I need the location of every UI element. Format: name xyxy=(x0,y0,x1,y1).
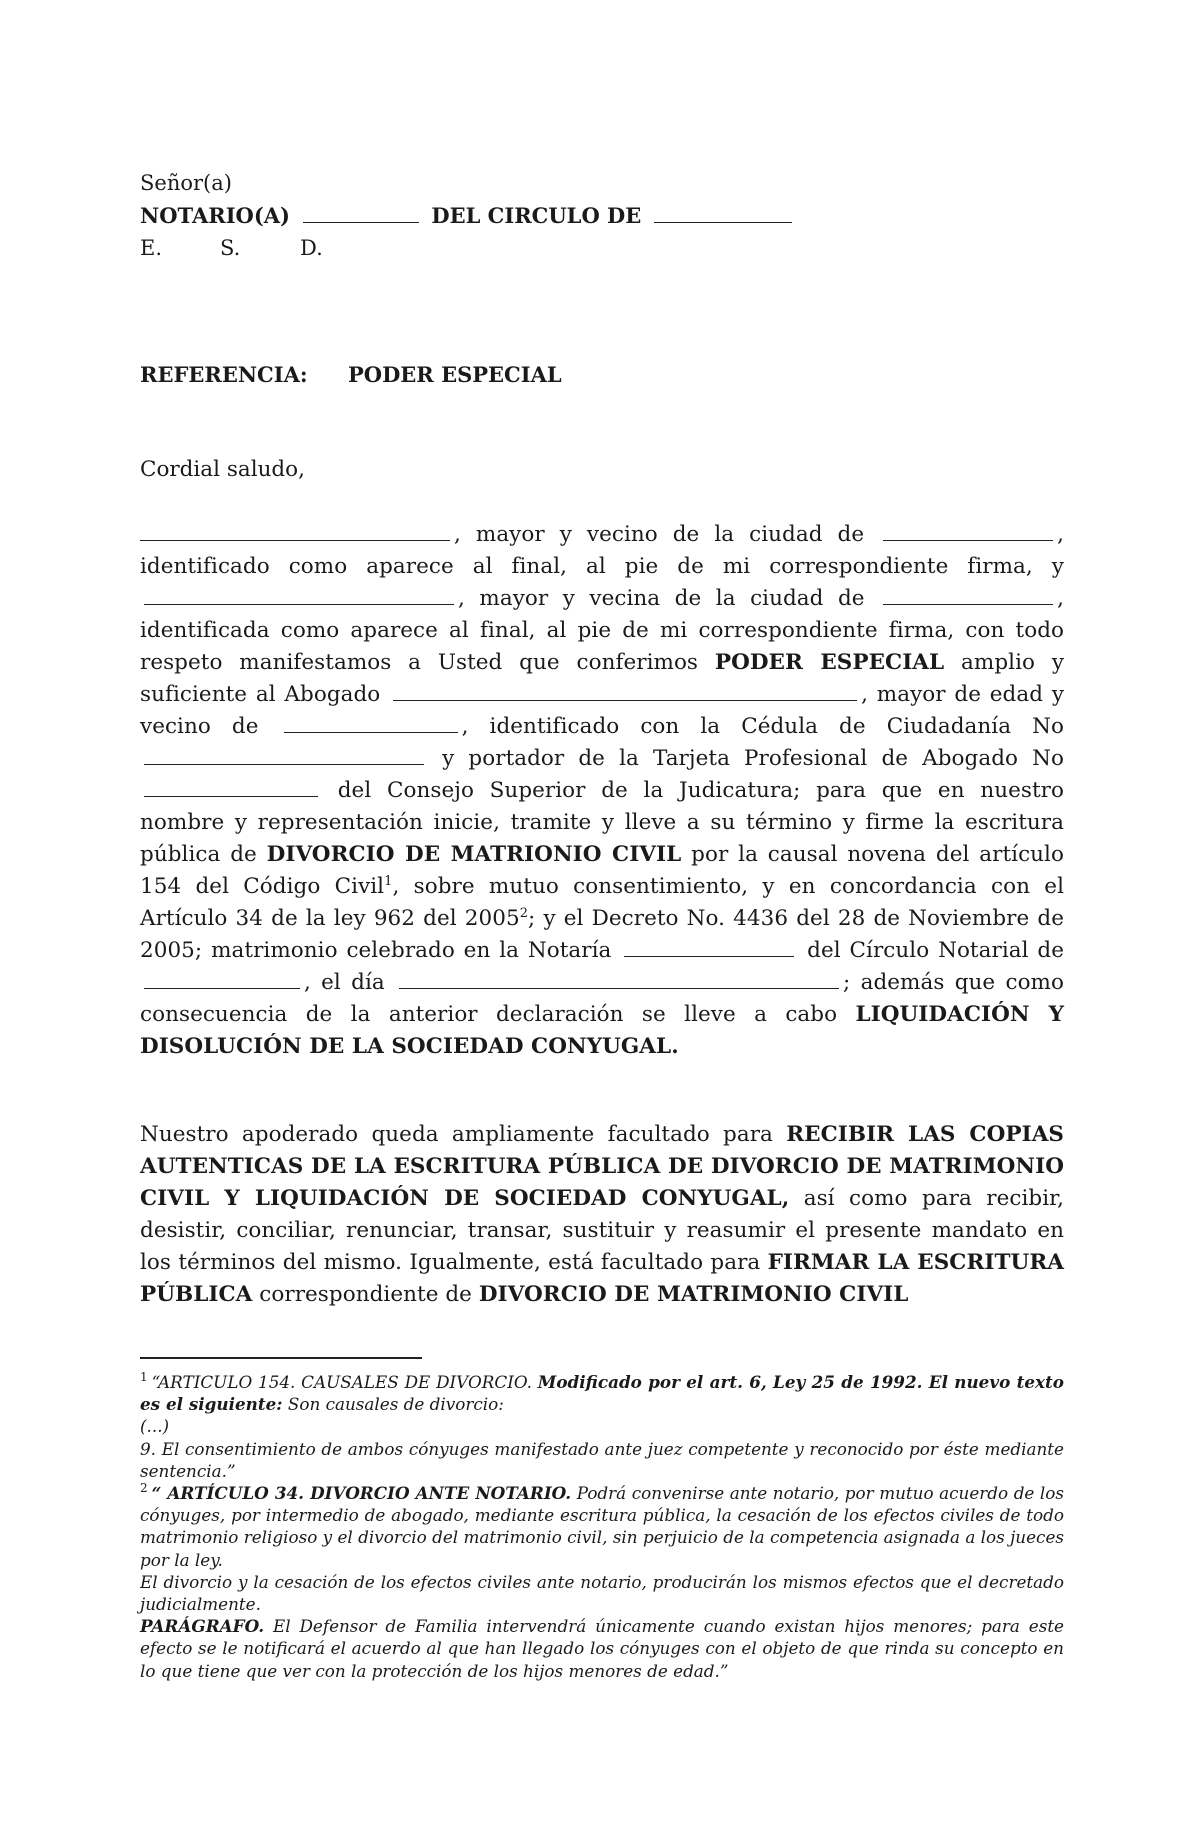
esd-s: S. xyxy=(220,236,241,260)
blank-grantor-2 xyxy=(144,603,454,605)
paragrafo-label: PARÁGRAFO. xyxy=(140,1616,265,1637)
p1-bold-poder: PODER ESPECIAL xyxy=(714,650,945,675)
blank-circulo xyxy=(654,221,792,223)
greeting: Cordial saludo, xyxy=(140,457,305,482)
p1-text-11: , sobre mutuo consentimiento, y en concordancia con el Artículo 34 de la ley 962 del 2005 xyxy=(140,874,1064,931)
p1-text-3: , mayor y vecina de la ciudad de xyxy=(458,586,865,611)
blank-tarjeta xyxy=(144,795,318,797)
blank-notaria xyxy=(624,955,794,957)
footnote-1-bold: Modificado por el art. 6, Ley 25 de 1992. El nuevo texto es el siguiente: xyxy=(140,1372,1064,1415)
p2-text-3: correspondiente de xyxy=(259,1282,472,1307)
blank-city-2 xyxy=(883,603,1053,605)
footnote-2-rest: Podrá convenirse ante notario, por mutuo acuerdo de los cónyuges, por intermedio de abogado, mediante escritura pública, la cesación de los efectos civiles de todo matrimonio religioso y el divorcio del matrimonio civil, sin perjuicio de la competencia asignada a los jueces por la ley. xyxy=(140,1483,1064,1570)
footnote-1-ellipsis: (...) xyxy=(140,1416,170,1437)
p1-text-8: y portador de la Tarjeta Profesional de Abogado No xyxy=(442,746,1065,771)
footnote-1 xyxy=(140,1371,1064,1415)
footnote-2-bold: “ ARTÍCULO 34. DIVORCIO ANTE NOTARIO. xyxy=(151,1483,572,1504)
blank-abogado xyxy=(393,699,857,701)
salutation: Señor(a) xyxy=(140,171,232,195)
p1-text-7: , identificado con la Cédula de Ciudadanía No xyxy=(461,714,1064,739)
p2-text-1: Nuestro apoderado queda ampliamente facultado para xyxy=(140,1122,773,1147)
p1-text-13: del Círculo Notarial de xyxy=(807,938,1064,963)
blank-dia xyxy=(399,987,839,989)
circulo-label: DEL CIRCULO DE xyxy=(431,203,642,228)
footnotes xyxy=(140,1371,1064,1682)
footnote-1-open: “ARTICULO 154. CAUSALES DE DIVORCIO. xyxy=(151,1372,532,1392)
blank-circulo-notarial xyxy=(144,987,300,989)
p1-text-4: , identificada como aparece al final, al pie de mi correspondiente firma, con todo respeto manifestamos a Usted que conferimos xyxy=(140,586,1064,675)
blank-notario xyxy=(303,221,419,223)
footnote-2 xyxy=(140,1482,1064,1571)
p2-text-2: así como para recibir, desistir, conciliar, renunciar, transar, sustituir y reasumir el presente mandato en los términos del mismo. Igualmente, está facultado para xyxy=(140,1186,1065,1275)
footnote-2-number: 2 xyxy=(140,1481,148,1496)
p1-text-14: , el día xyxy=(304,970,385,995)
footnote-1-number: 1 xyxy=(140,1370,148,1385)
footnote-1-item9: 9. El consentimiento de ambos cónyuges manifestado ante juez competente y reconocido por éste mediante sentencia.” xyxy=(140,1438,1064,1481)
p1-text-6: , mayor de edad y vecino de xyxy=(140,682,1065,739)
blank-city-1 xyxy=(883,539,1053,541)
reference-line xyxy=(140,362,562,387)
footnote-ref-1[interactable]: 1 xyxy=(384,873,393,889)
p1-text-5: amplio y suficiente al Abogado xyxy=(140,650,1065,707)
paragraph-1 xyxy=(140,519,1064,1063)
blank-grantor-1 xyxy=(140,539,450,541)
footnote-separator xyxy=(140,1357,422,1359)
esd-e: E. xyxy=(140,236,163,260)
p1-bold-liquidacion: LIQUIDACIÓN Y DISOLUCIÓN DE LA SOCIEDAD CONYUGAL. xyxy=(140,1002,1064,1059)
p1-text-1: , mayor y vecino de la ciudad de xyxy=(454,522,865,547)
footnote-2-p2: El divorcio y la cesación de los efectos civiles ante notario, producirán los mismos efectos que el decretado judicialmente. xyxy=(140,1571,1064,1615)
footnote-1-rest: Son causales de divorcio: xyxy=(287,1394,504,1415)
p1-text-10: por la causal novena del artículo 154 del Código Civil xyxy=(140,842,1064,899)
p1-text-15: ; además que como consecuencia de la anterior declaración se lleve a cabo xyxy=(140,970,1064,1027)
p1-bold-divorcio: DIVORCIO DE MATRIONIO CIVIL xyxy=(266,842,682,867)
blank-vecino xyxy=(284,731,458,733)
notario-line xyxy=(140,203,798,228)
footnote-ref-2[interactable]: 2 xyxy=(519,905,529,921)
esd-d: D. xyxy=(300,236,323,260)
p1-text-12: ; y el Decreto No. 4436 del 28 de Noviembre de 2005; matrimonio celebrado en la Notaría xyxy=(140,906,1064,963)
esd-line xyxy=(140,236,380,260)
p1-text-2: , identificado como aparece al final, al pie de mi correspondiente firma, y xyxy=(140,522,1064,579)
p2-bold-firmar: FIRMAR LA ESCRITURA PÚBLICA xyxy=(140,1250,1064,1307)
notario-label: NOTARIO(A) xyxy=(140,203,290,228)
blank-cedula xyxy=(144,763,424,765)
reference-value: PODER ESPECIAL xyxy=(348,362,562,387)
paragraph-2 xyxy=(140,1119,1064,1311)
p2-bold-divorcio: DIVORCIO DE MATRIMONIO CIVIL xyxy=(478,1282,909,1307)
paragrafo-text: El Defensor de Familia intervendrá únicamente cuando existan hijos menores; para este efecto se le notificará el acuerdo al que han llegado los cónyuges con el objeto de que rinda su concepto en lo que tiene que ver con la protección de los hijos menores de edad.” xyxy=(140,1616,1064,1681)
footnote-2-paragrafo xyxy=(140,1615,1064,1682)
p2-bold-recibir: RECIBIR LAS COPIAS AUTENTICAS DE LA ESCRITURA PÚBLICA DE DIVORCIO DE MATRIMONIO CIVIL Y LIQUIDACIÓN DE SOCIEDAD CONYUGAL, xyxy=(140,1122,1065,1211)
reference-label: REFERENCIA: xyxy=(140,362,308,387)
p1-text-9: del Consejo Superior de la Judicatura; para que en nuestro nombre y representación inicie, tramite y lleve a su término y firme la escritura pública de xyxy=(140,778,1064,867)
